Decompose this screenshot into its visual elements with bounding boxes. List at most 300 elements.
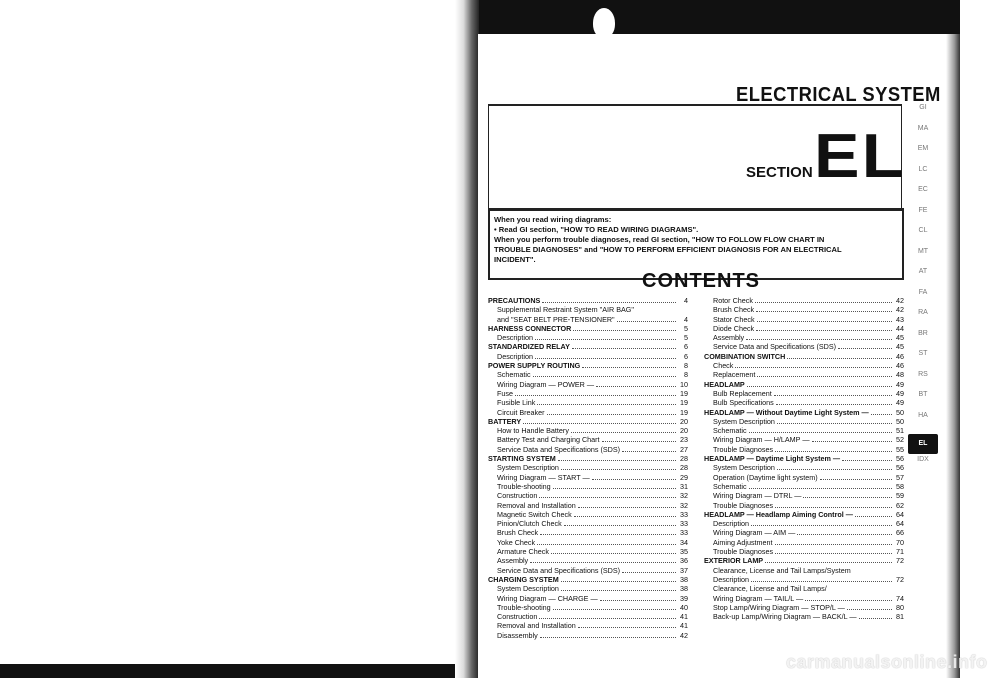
toc-entry-label: HEADLAMP — Daytime Light System — xyxy=(704,454,841,464)
toc-entry-page: 4 xyxy=(684,314,688,324)
toc-entry-label: Service Data and Specifications (SDS) xyxy=(497,444,621,454)
toc-entry-label: Wiring Diagram — CHARGE — xyxy=(497,593,598,603)
toc-entry[interactable] xyxy=(488,398,688,407)
toc-leader-dots xyxy=(535,339,676,340)
toc-entry-page: 19 xyxy=(680,388,688,398)
toc-leader-dots xyxy=(756,311,892,312)
toc-entry-label: CHARGING SYSTEM xyxy=(488,574,559,584)
toc-entry-label: Trouble Diagnoses xyxy=(713,500,774,510)
toc-leader-dots xyxy=(617,321,676,322)
toc-leader-dots xyxy=(755,302,892,303)
toc-leader-dots xyxy=(561,590,676,591)
toc-entry-label: POWER SUPPLY ROUTING xyxy=(488,361,581,371)
toc-entry[interactable] xyxy=(488,435,688,444)
toc-entry-page: 33 xyxy=(680,528,688,538)
toc-entry-label: Construction xyxy=(497,612,538,622)
toc-leader-dots xyxy=(751,581,892,582)
toc-entry-label: HEADLAMP xyxy=(704,379,745,389)
toc-entry-page: 20 xyxy=(680,426,688,436)
toc-entry-label: System Description xyxy=(497,463,559,473)
toc-entry-label: Trouble Diagnoses xyxy=(713,547,774,557)
toc-entry[interactable] xyxy=(488,519,688,528)
toc-entry-page: 8 xyxy=(684,370,688,380)
toc-entry-page: 50 xyxy=(896,416,904,426)
toc-entry[interactable] xyxy=(488,621,688,630)
toc-entry-label: Trouble-shooting xyxy=(497,602,551,612)
toc-entry-page: 46 xyxy=(896,361,904,371)
section-code: EL xyxy=(814,122,906,191)
toc-entry-label: Description xyxy=(497,351,533,361)
toc-leader-dots xyxy=(578,627,676,628)
toc-entry-page: 64 xyxy=(896,519,904,529)
toc-entry[interactable] xyxy=(488,370,688,379)
toc-entry-page: 32 xyxy=(680,500,688,510)
toc-entry[interactable] xyxy=(488,473,688,482)
toc-leader-dots xyxy=(871,414,892,415)
toc-entry-page: 29 xyxy=(680,472,688,482)
toc-entry-page: 6 xyxy=(684,342,688,352)
toc-leader-dots xyxy=(530,562,676,563)
toc-leader-dots xyxy=(553,488,676,489)
toc-entry-label: STANDARDIZED RELAY xyxy=(488,342,570,352)
toc-entry-page: 49 xyxy=(896,398,904,408)
toc-entry[interactable] xyxy=(488,315,688,324)
toc-leader-dots xyxy=(582,367,676,368)
toc-entry-label: Clearance, License and Tail Lamps/System xyxy=(713,565,851,575)
toc-leader-dots xyxy=(564,525,676,526)
toc-leader-dots xyxy=(561,581,676,582)
toc-leader-dots xyxy=(777,423,892,424)
toc-entry-page: 19 xyxy=(680,398,688,408)
toc-leader-dots xyxy=(774,395,892,396)
toc-entry[interactable] xyxy=(704,305,904,314)
toc-leader-dots xyxy=(592,479,676,480)
toc-entry[interactable] xyxy=(704,333,904,342)
toc-leader-dots xyxy=(540,637,676,638)
toc-entry-page: 41 xyxy=(680,621,688,631)
toc-entry-label: and "SEAT BELT PRE-TENSIONER" xyxy=(497,314,615,324)
toc-entry-label: COMBINATION SWITCH xyxy=(704,351,786,361)
toc-leader-dots xyxy=(558,460,676,461)
toc-entry-page: 28 xyxy=(680,454,688,464)
toc-leader-dots xyxy=(787,358,892,359)
toc-leader-dots xyxy=(622,451,676,452)
section-tab-br[interactable]: BR xyxy=(918,329,928,337)
toc-leader-dots xyxy=(622,572,676,573)
toc-entry-page: 32 xyxy=(680,491,688,501)
toc-entry-page: 5 xyxy=(684,323,688,333)
toc-leader-dots xyxy=(803,497,892,498)
toc-leader-dots xyxy=(539,497,676,498)
toc-entry-label: Assembly xyxy=(713,333,745,343)
section-tab-ha[interactable]: HA xyxy=(918,411,928,419)
toc-entry-label: Supplemental Restraint System "AIR BAG" xyxy=(497,305,634,315)
toc-entry-label: Brush Check xyxy=(713,305,755,315)
section-tab-em[interactable]: EM xyxy=(917,145,929,152)
section-tab-idx[interactable]: IDX xyxy=(917,456,929,463)
toc-entry[interactable] xyxy=(488,324,688,333)
toc-entry-label: Wiring Diagram — AIM — xyxy=(713,528,796,538)
toc-entry-label: Schematic xyxy=(713,481,747,491)
toc-entry-page: 35 xyxy=(680,547,688,557)
toc-entry-page: 57 xyxy=(896,472,904,482)
toc-entry[interactable] xyxy=(704,538,904,547)
notice-line: • Read GI section, "HOW TO READ WIRING DIAGRAMS". xyxy=(494,225,699,234)
toc-entry-label: Service Data and Specifications (SDS) xyxy=(497,565,621,575)
toc-entry[interactable] xyxy=(704,296,904,305)
toc-entry[interactable] xyxy=(704,482,904,491)
toc-entry-label: Schematic xyxy=(497,370,531,380)
toc-entry[interactable] xyxy=(704,315,904,324)
toc-entry[interactable] xyxy=(488,426,688,435)
toc-entry-label: Removal and Installation xyxy=(497,621,576,631)
toc-entry[interactable] xyxy=(488,603,688,612)
toc-entry-page: 56 xyxy=(896,463,904,473)
notice-line: TROUBLE DIAGNOSES" and "HOW TO PERFORM EFFICIENT DIAGNOSIS FOR AN ELECTRICAL xyxy=(494,245,842,254)
section-tab-ra[interactable]: RA xyxy=(918,309,928,316)
toc-entry-label: Bulb Replacement xyxy=(713,388,772,398)
toc-entry[interactable] xyxy=(488,594,688,603)
toc-leader-dots xyxy=(537,404,676,405)
toc-entry-label: Description xyxy=(713,519,749,529)
toc-entry[interactable] xyxy=(488,342,688,351)
toc-entry[interactable] xyxy=(488,631,688,640)
toc-entry-label: Wiring Diagram — DTRL — xyxy=(713,491,802,501)
toc-entry-label: Yoke Check xyxy=(497,537,536,547)
toc-leader-dots xyxy=(572,348,676,349)
section-word: SECTION xyxy=(746,164,813,181)
right-page xyxy=(478,34,960,678)
toc-leader-dots xyxy=(797,534,892,535)
toc-entry-label: Operation (Daytime light system) xyxy=(713,472,818,482)
section-tab-lc[interactable]: LC xyxy=(918,165,928,173)
section-tab-bt[interactable]: BT xyxy=(918,391,928,398)
toc-entry-label: Circuit Breaker xyxy=(497,407,545,417)
toc-leader-dots xyxy=(574,516,676,517)
toc-entry-page: 48 xyxy=(896,370,904,380)
toc-entry-label: Bulb Specifications xyxy=(713,398,774,408)
toc-entry[interactable] xyxy=(704,370,904,379)
toc-entry-page: 51 xyxy=(896,426,904,436)
toc-entry-label: Trouble-shooting xyxy=(497,481,551,491)
toc-entry-page: 71 xyxy=(896,547,904,557)
toc-entry-label: Replacement xyxy=(713,370,756,380)
toc-entry[interactable] xyxy=(704,324,904,333)
section-tab-fa[interactable]: FA xyxy=(918,288,928,296)
toc-entry-page: 62 xyxy=(896,500,904,510)
toc-entry[interactable] xyxy=(704,398,904,407)
toc-entry[interactable] xyxy=(488,389,688,398)
toc-entry-page: 41 xyxy=(680,612,688,622)
toc-entry[interactable] xyxy=(704,417,904,426)
toc-entry-page: 42 xyxy=(896,296,904,305)
toc-leader-dots xyxy=(775,553,892,554)
toc-entry-page: 55 xyxy=(896,444,904,454)
section-tab-mt[interactable]: MT xyxy=(917,247,929,255)
toc-leader-dots xyxy=(551,553,676,554)
notice-line: When you perform trouble diagnoses, read GI section, "HOW TO FOLLOW FLOW CHART IN xyxy=(494,235,825,244)
toc-entry-label: Schematic xyxy=(713,426,747,436)
toc-entry[interactable] xyxy=(488,584,688,593)
toc-entry[interactable] xyxy=(488,612,688,621)
toc-entry-page: 40 xyxy=(680,602,688,612)
toc-entry[interactable] xyxy=(488,501,688,510)
toc-entry[interactable] xyxy=(704,575,904,584)
toc-entry[interactable] xyxy=(704,454,904,463)
toc-leader-dots xyxy=(749,432,892,433)
toc-entry-label: Removal and Installation xyxy=(497,500,576,510)
toc-entry[interactable] xyxy=(704,473,904,482)
toc-entry-page: 28 xyxy=(680,463,688,473)
toc-entry[interactable] xyxy=(704,519,904,528)
toc-leader-dots xyxy=(859,618,892,619)
toc-entry[interactable] xyxy=(488,547,688,556)
toc-entry-page: 74 xyxy=(896,593,904,603)
toc-entry[interactable] xyxy=(488,538,688,547)
toc-entry-page: 5 xyxy=(684,333,688,343)
toc-leader-dots xyxy=(561,469,676,470)
toc-entry-page: 56 xyxy=(896,454,904,464)
toc-entry[interactable] xyxy=(704,566,904,575)
toc-leader-dots xyxy=(820,479,892,480)
toc-entry[interactable] xyxy=(488,417,688,426)
toc-leader-dots xyxy=(749,488,892,489)
toc-entry-label: Trouble Diagnoses xyxy=(713,444,774,454)
toc-entry-page: 66 xyxy=(896,528,904,538)
toc-entry-label: Wiring Diagram — START — xyxy=(497,472,590,482)
toc-leader-dots xyxy=(547,414,676,415)
toc-entry[interactable] xyxy=(488,491,688,500)
toc-leader-dots xyxy=(812,441,892,442)
toc-leader-dots xyxy=(537,544,676,545)
toc-entry[interactable] xyxy=(704,528,904,537)
toc-entry-label: Construction xyxy=(497,491,538,501)
toc-entry-page: 58 xyxy=(896,481,904,491)
section-tab-rs[interactable]: RS xyxy=(918,370,928,378)
toc-entry[interactable] xyxy=(488,528,688,537)
toc-entry-page: 72 xyxy=(896,556,904,566)
toc-entry-label: HEADLAMP — Without Daytime Light System — xyxy=(704,407,869,417)
watermark: carmanualsonline.info xyxy=(786,652,988,672)
toc-entry-page: 31 xyxy=(680,481,688,491)
toc-leader-dots xyxy=(596,386,676,387)
toc-entry-page: 8 xyxy=(684,361,688,371)
toc-entry[interactable] xyxy=(704,426,904,435)
toc-entry-label: System Description xyxy=(497,584,559,594)
toc-entry[interactable] xyxy=(488,510,688,519)
toc-entry-page: 33 xyxy=(680,509,688,519)
toc-entry[interactable] xyxy=(704,408,904,417)
notice-line: INCIDENT". xyxy=(494,255,536,264)
toc-entry-label: Fuse xyxy=(497,388,513,398)
toc-entry-label: How to Handle Battery xyxy=(497,426,569,436)
toc-leader-dots xyxy=(805,600,892,601)
toc-entry-page: 37 xyxy=(680,565,688,575)
toc-leader-dots xyxy=(842,460,892,461)
toc-entry-label: Stop Lamp/Wiring Diagram — STOP/L — xyxy=(713,602,845,612)
toc-entry-label: Brush Check xyxy=(497,528,539,538)
toc-entry-page: 10 xyxy=(680,379,688,389)
toc-leader-dots xyxy=(757,321,892,322)
toc-entry[interactable] xyxy=(704,547,904,556)
toc-leader-dots xyxy=(540,534,676,535)
blank-left-page xyxy=(0,0,455,678)
toc-entry-page: 43 xyxy=(896,314,904,324)
toc-entry[interactable] xyxy=(704,389,904,398)
toc-entry-label: Wiring Diagram — H/LAMP — xyxy=(713,435,810,445)
toc-entry-page: 6 xyxy=(684,351,688,361)
toc-entry-page: 59 xyxy=(896,491,904,501)
toc-entry-page: 23 xyxy=(680,435,688,445)
toc-entry[interactable] xyxy=(704,556,904,565)
toc-leader-dots xyxy=(775,544,892,545)
toc-entry-page: 64 xyxy=(896,509,904,519)
toc-entry[interactable] xyxy=(704,435,904,444)
toc-entry-page: 52 xyxy=(896,435,904,445)
toc-entry-page: 4 xyxy=(684,296,688,305)
toc-entry-label: HARNESS CONNECTOR xyxy=(488,323,572,333)
toc-entry[interactable] xyxy=(704,342,904,351)
toc-leader-dots xyxy=(542,302,676,303)
contents-title: CONTENTS xyxy=(642,270,760,292)
toc-leader-dots xyxy=(775,507,892,508)
toc-entry-page: 46 xyxy=(896,351,904,361)
toc-entry[interactable] xyxy=(488,454,688,463)
toc-leader-dots xyxy=(765,562,892,563)
toc-entry[interactable] xyxy=(704,594,904,603)
toc-entry[interactable] xyxy=(488,305,688,314)
toc-entry-label: STARTING SYSTEM xyxy=(488,454,556,464)
toc-leader-dots xyxy=(777,469,892,470)
toc-entry-label: Wiring Diagram — TAIL/L — xyxy=(713,593,804,603)
toc-leader-dots xyxy=(523,423,676,424)
toc-leader-dots xyxy=(775,451,892,452)
toc-entry[interactable] xyxy=(704,501,904,510)
toc-entry-page: 45 xyxy=(896,333,904,343)
toc-entry-label: Pinion/Clutch Check xyxy=(497,519,562,529)
toc-entry[interactable] xyxy=(488,445,688,454)
toc-leader-dots xyxy=(751,525,892,526)
toc-leader-dots xyxy=(776,404,892,405)
toc-entry-label: BATTERY xyxy=(488,416,522,426)
toc-entry[interactable] xyxy=(488,352,688,361)
toc-entry-label: Armature Check xyxy=(497,547,549,557)
toc-leader-dots xyxy=(535,358,676,359)
toc-entry-label: Disassembly xyxy=(497,630,538,640)
section-index-tabs xyxy=(908,104,938,477)
toc-leader-dots xyxy=(553,609,676,610)
notice-line: When you read wiring diagrams: xyxy=(494,215,612,224)
toc-entry-label: Description xyxy=(713,574,749,584)
toc-column-left xyxy=(488,296,688,640)
toc-entry-page: 44 xyxy=(896,323,904,333)
toc-entry-label: Service Data and Specifications (SDS) xyxy=(713,342,837,352)
toc-leader-dots xyxy=(600,600,676,601)
toc-leader-dots xyxy=(847,609,892,610)
toc-leader-dots xyxy=(838,348,892,349)
scan-bottom-band xyxy=(0,664,460,678)
toc-entry-page: 20 xyxy=(680,416,688,426)
toc-entry[interactable] xyxy=(488,333,688,342)
toc-entry-page: 38 xyxy=(680,574,688,584)
toc-entry-page: 49 xyxy=(896,388,904,398)
toc-leader-dots xyxy=(855,516,892,517)
toc-leader-dots xyxy=(573,330,676,331)
toc-leader-dots xyxy=(533,376,676,377)
toc-entry-page: 27 xyxy=(680,444,688,454)
toc-entry-label: Description xyxy=(497,333,533,343)
toc-entry[interactable] xyxy=(488,408,688,417)
section-tab-ec[interactable]: EC xyxy=(918,186,928,193)
toc-entry[interactable] xyxy=(704,510,904,519)
section-tab-ma[interactable]: MA xyxy=(917,124,929,132)
toc-entry-label: Rotor Check xyxy=(713,296,753,305)
toc-entry-page: 36 xyxy=(680,556,688,566)
toc-entry-page: 70 xyxy=(896,537,904,547)
toc-entry-page: 80 xyxy=(896,602,904,612)
page-edge-shadow xyxy=(946,34,960,678)
toc-leader-dots xyxy=(735,367,892,368)
toc-leader-dots xyxy=(746,339,892,340)
toc-leader-dots xyxy=(571,432,676,433)
toc-entry-label: Fusible Link xyxy=(497,398,536,408)
toc-entry[interactable] xyxy=(704,463,904,472)
toc-entry[interactable] xyxy=(704,445,904,454)
toc-entry-label: Diode Check xyxy=(713,323,755,333)
toc-entry[interactable] xyxy=(704,612,904,621)
toc-leader-dots xyxy=(578,507,676,508)
toc-entry-page: 50 xyxy=(896,407,904,417)
toc-entry[interactable] xyxy=(488,556,688,565)
toc-entry[interactable] xyxy=(488,482,688,491)
toc-entry-label: System Description xyxy=(713,463,775,473)
toc-entry[interactable] xyxy=(704,491,904,500)
section-tab-gi[interactable]: GI xyxy=(919,104,927,111)
toc-leader-dots xyxy=(515,395,676,396)
toc-entry-label: Battery Test and Charging Chart xyxy=(497,435,600,445)
toc-entry-label: HEADLAMP — Headlamp Aiming Control — xyxy=(704,509,853,519)
section-tab-cl[interactable]: CL xyxy=(918,227,928,234)
toc-entry[interactable] xyxy=(704,584,904,593)
section-tab-fe[interactable]: FE xyxy=(918,206,928,214)
section-tab-st[interactable]: ST xyxy=(918,350,928,357)
toc-entry[interactable] xyxy=(488,296,688,305)
toc-entry[interactable] xyxy=(488,566,688,575)
toc-entry-page: 45 xyxy=(896,342,904,352)
toc-entry-page: 42 xyxy=(896,305,904,315)
toc-entry-page: 49 xyxy=(896,379,904,389)
toc-entry[interactable] xyxy=(704,361,904,370)
toc-entry-label: Magnetic Switch Check xyxy=(497,509,572,519)
toc-entry[interactable] xyxy=(704,603,904,612)
toc-entry[interactable] xyxy=(704,380,904,389)
toc-entry-label: PRECAUTIONS xyxy=(488,296,541,305)
toc-leader-dots xyxy=(539,618,676,619)
toc-entry-label: Assembly xyxy=(497,556,529,566)
toc-entry-label: System Description xyxy=(713,416,775,426)
toc-entry-page: 38 xyxy=(680,584,688,594)
toc-column-right xyxy=(704,296,904,621)
toc-entry[interactable] xyxy=(488,361,688,370)
toc-entry[interactable] xyxy=(488,380,688,389)
section-tab-at[interactable]: AT xyxy=(918,268,928,275)
toc-entry[interactable] xyxy=(488,575,688,584)
toc-entry-page: 33 xyxy=(680,519,688,529)
toc-entry[interactable] xyxy=(488,463,688,472)
toc-entry-page: 42 xyxy=(680,630,688,640)
section-tab-el[interactable]: EL xyxy=(908,434,938,454)
toc-entry[interactable] xyxy=(704,352,904,361)
